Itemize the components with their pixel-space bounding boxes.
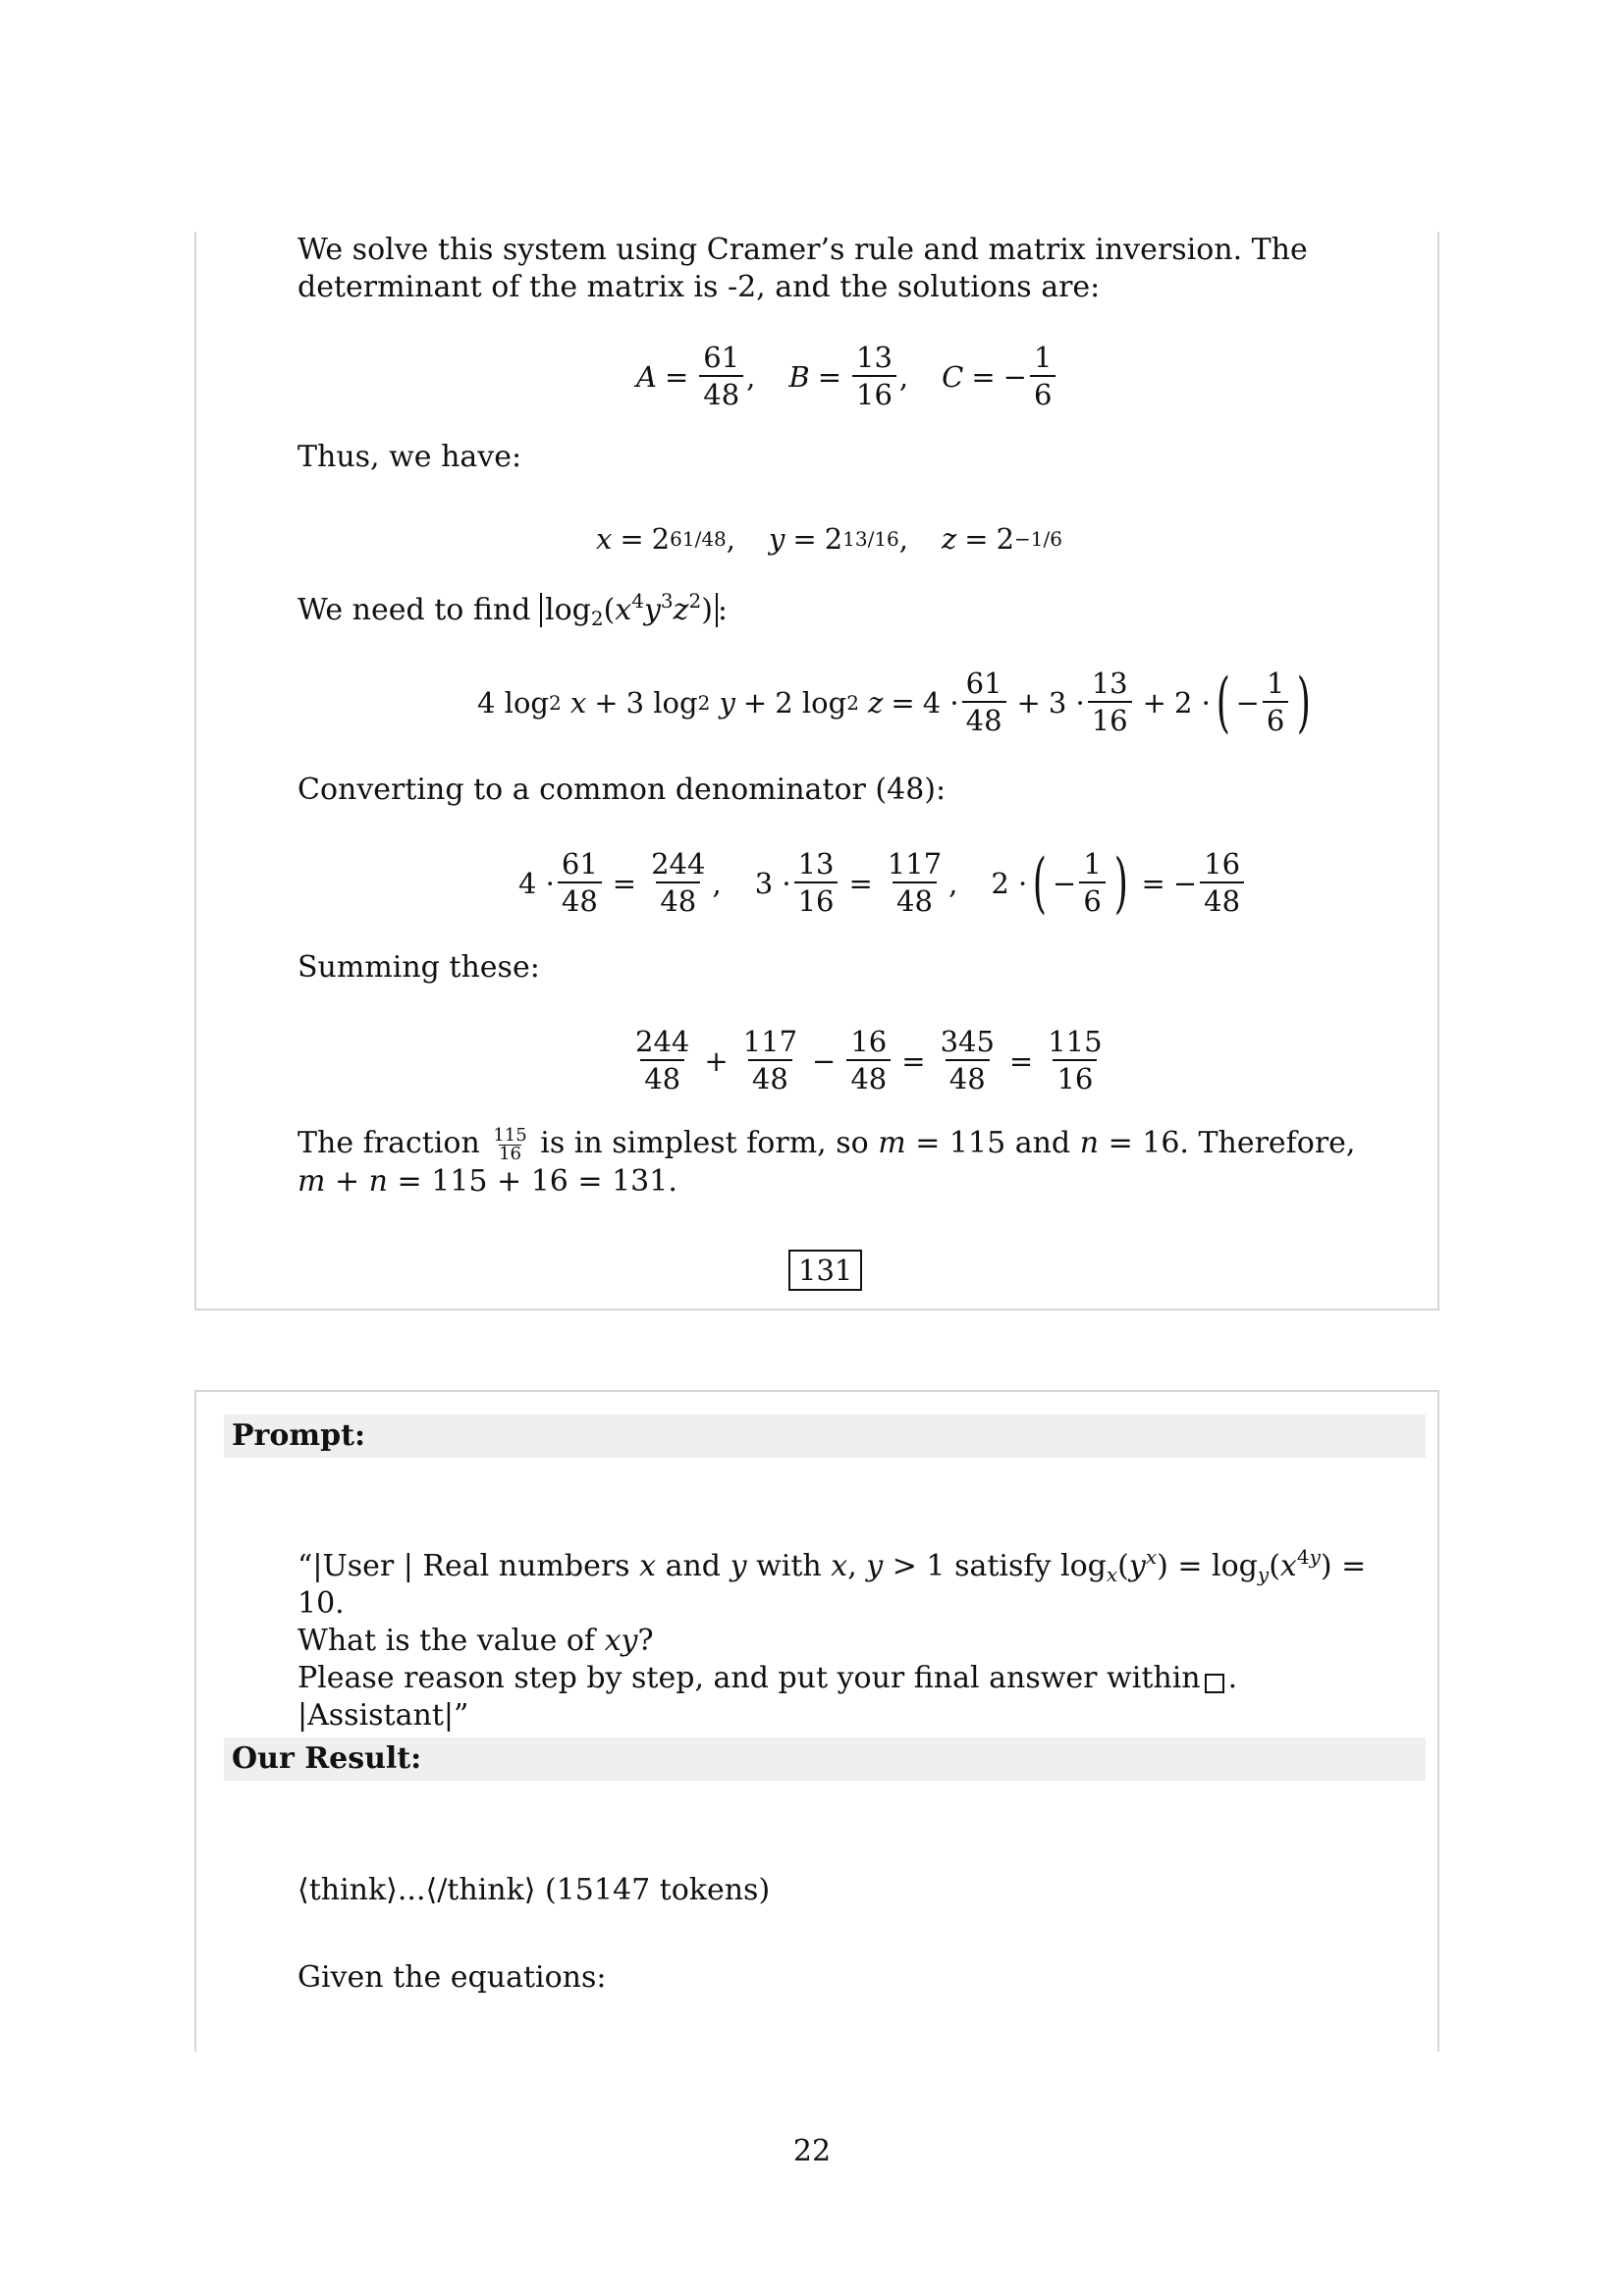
prompt-line-3: Please reason step by step, and put your final answer within . |Assistant|”: [298, 1661, 1238, 1733]
page-number: 22: [792, 2134, 832, 2168]
equation-common-denominator: 4 · $\frac{61}{48}$ = $\frac{244}{48}$ , 3 · $\frac{13}{16}$ = $\frac{117}{48}$ , 2 · ( − $\frac{1}{6}$ ) = − $\frac{16}{48}$: [518, 850, 1247, 916]
conclusion-paragraph: The fraction $\frac{115}{16}$ is in simplest form, so m = 115 and n = 16. Therefore, m + n = 115 + 16 = 131.: [298, 1124, 1356, 1199]
prompt-heading: Prompt:: [224, 1415, 1426, 1458]
converting-text: Converting to a common denominator (48):: [298, 773, 947, 807]
equation-xyz: x = 2 61/48 , y = 2 13/16 , z = 2 −1/6: [596, 522, 1062, 556]
summing-text: Summing these:: [298, 950, 540, 985]
need-find-line: We need to find $\log_2(x^4y^3z^2)$ :: [298, 589, 729, 630]
result-heading: Our Result:: [224, 1737, 1426, 1781]
prompt-line-2: What is the value of xy?: [298, 1624, 654, 1658]
think-tokens-text: ⟨think⟩...⟨/think⟩ (15147 tokens): [298, 1873, 771, 1907]
intro-paragraph: We solve this system using Cramer’s rule and matrix inversion. The determinant of the matrix is -2, and the solutions are:: [298, 233, 1308, 304]
thus-text: Thus, we have:: [298, 440, 522, 474]
equation-log-sum: 4 log 2 x + 3 log 2 y + 2 log 2 z = 4 · $\frac{61}{48}$ + 3 · $\frac{13}{16}$ + 2 · ( − $\frac{1}{6}$ ): [477, 664, 1312, 740]
prompt-line-1: “|User | Real numbers x and y with x, y > 1 satisfy $\log_x(y^x) = \log_y(x^{4y}) = 10$.: [298, 1545, 1367, 1621]
equation-abc: A = $\frac{61}{48}$ , B = $\frac{13}{16}$ , C = − $\frac{1}{6}$: [636, 344, 1058, 409]
empty-box-icon: [1205, 1674, 1224, 1693]
equation-summation: $\frac{244}{48}$ + $\frac{117}{48}$ − $\frac{16}{48}$ = $\frac{345}{48}$ = $\frac{115}{16}$: [635, 1025, 1103, 1095]
need-find-prefix: We need to find: [298, 593, 531, 627]
given-equations-text: Given the equations:: [298, 1960, 607, 1995]
prompt-text: [298, 1545, 1378, 1735]
final-answer-box: 131: [788, 1250, 862, 1291]
target-expression: $\log_2(x^4y^3z^2)$: [540, 593, 718, 627]
